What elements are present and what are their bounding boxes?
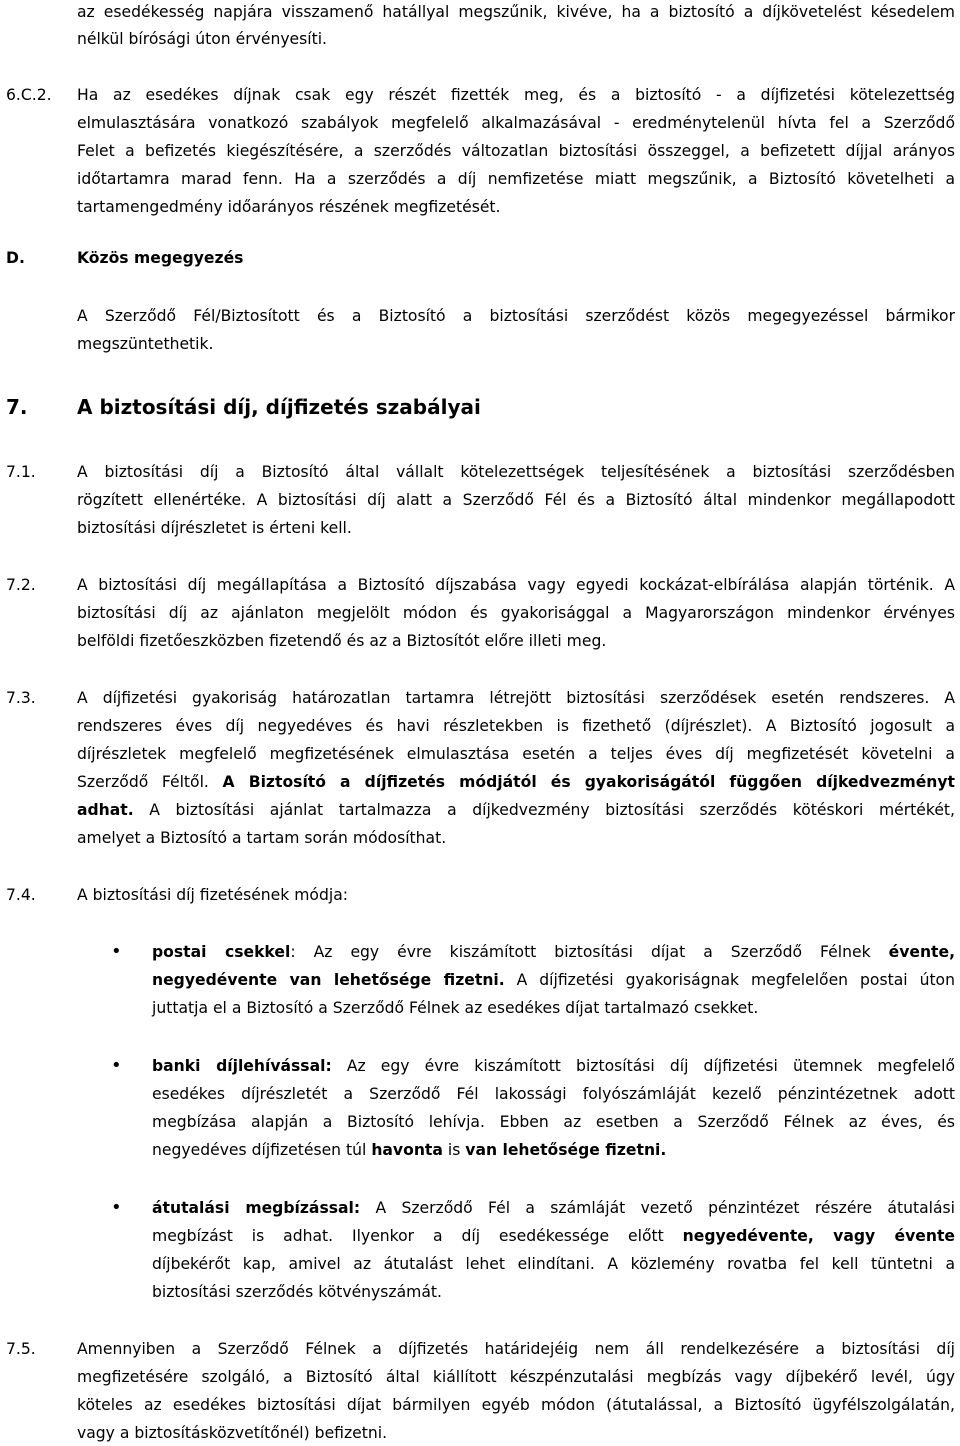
- bold-text: adhat.: [77, 801, 134, 819]
- list-item-line: [152, 969, 955, 991]
- paragraph-line: [77, 799, 955, 821]
- section-number: 7.2.: [6, 576, 36, 594]
- list-item-line: [152, 941, 955, 963]
- paragraph-line: díjrészletek megfelelő megfizetésének elmulasztása esetén a teljes éves díj megfizetését követelni a: [77, 745, 955, 763]
- paragraph-line: vagy a biztosításközvetítőnél) befizetni.: [77, 1424, 388, 1442]
- bold-text: banki díjlehívással:: [152, 1057, 332, 1075]
- paragraph-line: A biztosítási díj megállapítása a Biztosító díjszabása vagy egyedi kockázat-elbírálása alapján történik. A: [77, 576, 955, 594]
- bold-text: évente,: [888, 943, 955, 961]
- paragraph-line: rögzített ellenértéke. A biztosítási díj alatt a Szerződő Fél és a Biztosító által mindenkor megállapodott: [77, 491, 955, 509]
- text-run: : Az egy évre kiszámított biztosítási díjat a Szerződő Félnek: [290, 943, 889, 961]
- bold-text: postai csekkel: [152, 943, 291, 961]
- chapter-title: A biztosítási díj, díjfizetés szabályai: [77, 395, 481, 419]
- paragraph-line: [77, 771, 955, 793]
- list-item-line: esedékes díjrészletét a Szerződő Fél lakossági folyószámláját kezelő pénzintézetnek adott: [152, 1085, 955, 1103]
- paragraph-line: Felet a befizetés kiegészítésére, a szerződés változatlan biztosítási összeggel, a befizetett díjjal arányos: [77, 142, 955, 160]
- paragraph-line: megszüntethetik.: [77, 335, 214, 353]
- bold-text: átutalási megbízással:: [152, 1199, 361, 1217]
- paragraph-line: belföldi fizetőeszközben fizetendő és az a Biztosítót előre illeti meg.: [77, 632, 607, 650]
- paragraph-line: időtartamra marad fenn. Ha a szerződés a díj nemfizetése miatt megszűnik, a Biztosító követelheti a: [77, 170, 955, 188]
- paragraph-line: biztosítási díj az ajánlaton megjelölt módon és gyakorisággal a Magyarországon mindenkor érvényes: [77, 604, 955, 622]
- section-number: 7.3.: [6, 689, 36, 707]
- paragraph-line: A Szerződő Fél/Biztosított és a Biztosító a biztosítási szerződést közös megegyezéssel bármikor: [77, 307, 955, 325]
- text-run: Az egy évre kiszámított biztosítási díj díjfizetési ütemnek megfelelő: [331, 1057, 955, 1075]
- list-item-line: díjbekérőt kap, amivel az átutalást lehet elindítani. A közlemény rovatba fel kell tüntetni a: [152, 1255, 955, 1273]
- section-number: 7.1.: [6, 463, 36, 481]
- text-run: megbízást is adhat. Ilyenkor a díj esedékessége előtt: [152, 1227, 683, 1245]
- text-run: A biztosítási ajánlat tartalmazza a díjkedvezmény biztosítási szerződés kötéskori mértékét,: [133, 801, 955, 819]
- list-item-line: megbízása alapján a Biztosító lehívja. Ebben az esetben a Szerződő Félnek az éves, és: [152, 1113, 955, 1131]
- paragraph-line: az esedékesség napjára visszamenő hatállyal megszűnik, kivéve, ha a biztosító a díjkövetelést késedelem: [77, 3, 955, 21]
- paragraph-line: elmulasztására vonatkozó szabályok megfelelő alkalmazásával - eredménytelenül hívta fel a Szerződő: [77, 114, 955, 132]
- list-item-line: [152, 1225, 955, 1247]
- section-number: D.: [6, 249, 25, 267]
- paragraph-line: A biztosítási díj a Biztosító által vállalt kötelezettségek teljesítésének a biztosítási szerződésben: [77, 463, 955, 481]
- bold-text: A Biztosító a díjfizetés módjától és gyakoriságától függően díjkedvezményt: [222, 773, 955, 791]
- paragraph-line: köteles az esedékes biztosítási díjat bármilyen egyéb módon (átutalással, a Biztosító ügyfélszolgálatán,: [77, 1396, 955, 1414]
- paragraph-line: amelyet a Biztosító a tartam során módosíthat.: [77, 829, 447, 847]
- list-item-line: [152, 1055, 955, 1077]
- bold-text: havonta: [371, 1141, 443, 1159]
- paragraph-line: nélkül bírósági úton érvényesíti.: [77, 30, 328, 48]
- paragraph-line: rendszeres éves díj negyedéves és havi részletekben is fizethető (díjrészlet). A Biztosító jogosult a: [77, 717, 955, 735]
- section-number: 7.5.: [6, 1340, 36, 1358]
- paragraph-line: tartamengedmény időarányos részének megfizetését.: [77, 198, 501, 216]
- text-run: Szerződő Féltől.: [77, 773, 223, 791]
- paragraph-line: Ha az esedékes díjnak csak egy részét fizették meg, és a biztosító - a díjfizetési kötelezettség: [77, 86, 955, 104]
- list-item-line: [152, 1197, 955, 1219]
- paragraph-line: A díjfizetési gyakoriság határozatlan tartamra létrejött biztosítási szerződések esetén rendszeres. A: [77, 689, 955, 707]
- bullet-icon: •: [111, 1197, 122, 1218]
- chapter-number: 7.: [6, 395, 28, 419]
- paragraph-line: megfizetésére szolgáló, a Biztosító által kiállított készpénzutalási megbízás vagy díjbekérő levél, úgy: [77, 1368, 955, 1386]
- list-item-line: biztosítási szerződés kötvényszámát.: [152, 1283, 442, 1301]
- list-item-line: juttatja el a Biztosító a Szerződő Félnek az esedékes díjat tartalmazó csekket.: [152, 999, 759, 1017]
- paragraph-line: biztosítási díjrészletet is érteni kell.: [77, 519, 352, 537]
- bullet-icon: •: [111, 941, 122, 962]
- bold-text: van lehetősége fizetni.: [465, 1141, 667, 1159]
- paragraph-line: A biztosítási díj fizetésének módja:: [77, 886, 349, 904]
- text-run: is: [442, 1141, 466, 1159]
- paragraph-line: Amennyiben a Szerződő Félnek a díjfizetés határidejéig nem áll rendelkezésére a biztosítási díj: [77, 1340, 955, 1358]
- list-item-line: [152, 1139, 955, 1161]
- bullet-icon: •: [111, 1055, 122, 1076]
- text-run: A díjfizetési gyakoriságnak megfelelően postai úton: [504, 971, 955, 989]
- text-run: negyedéves díjfizetésen túl: [152, 1141, 372, 1159]
- section-number: 7.4.: [6, 886, 36, 904]
- bold-text: negyedévente, vagy évente: [682, 1227, 955, 1245]
- section-heading: Közös megegyezés: [77, 249, 244, 267]
- section-number: 6.C.2.: [6, 86, 52, 104]
- bold-text: negyedévente van lehetősége fizetni.: [152, 971, 505, 989]
- text-run: A Szerződő Fél a számláját vezető pénzintézet részére átutalási: [360, 1199, 955, 1217]
